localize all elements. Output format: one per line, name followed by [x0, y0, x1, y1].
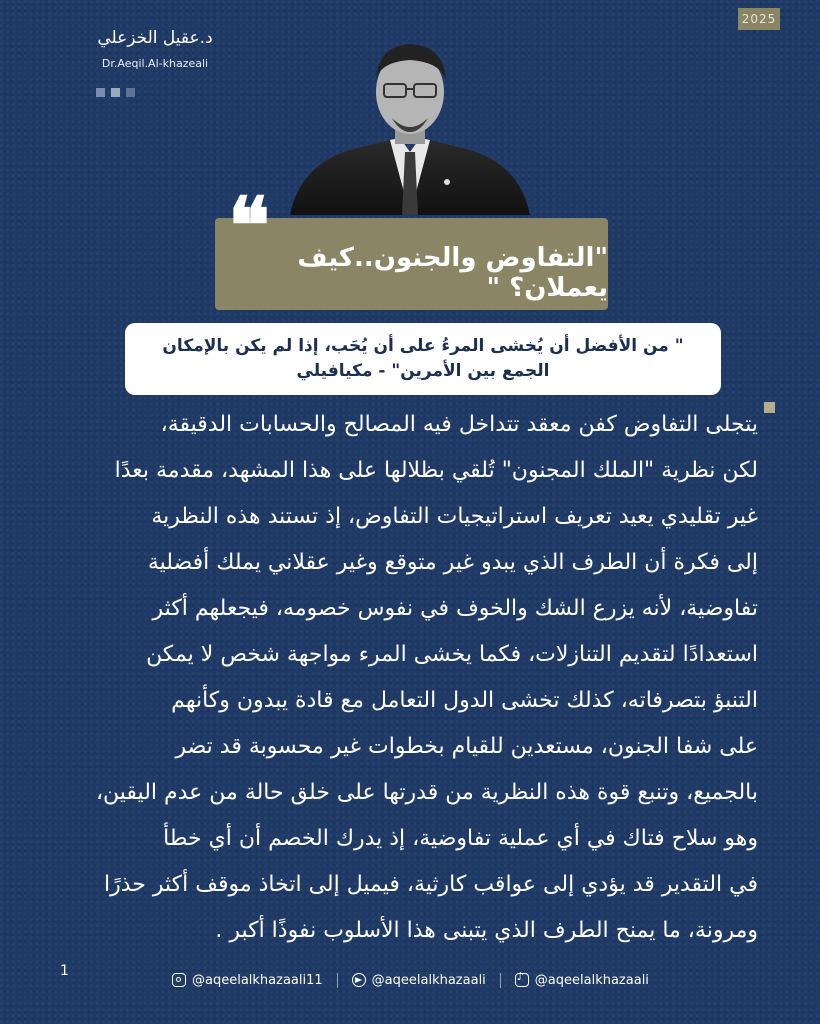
social-handle: @aqeelalkhazaali — [371, 972, 486, 988]
body-line: بالجميع، وتنبع قوة هذه النظرية من قدرتها على خلق حالة من عدم اليقين، — [95, 780, 758, 805]
body-line: في التقدير قد يؤدي إلى عواقب كارثية، فيميل إلى اتخاذ موقف أكثر حذرًا — [103, 872, 758, 897]
portrait-image — [280, 40, 540, 215]
body-line: على شفا الجنون، مستعدين للقيام بخطوات غير محسوبة قد تضر — [175, 734, 758, 759]
paragraph-bullet-icon — [764, 402, 775, 413]
body-line: يتجلى التفاوض كفن معقد تتداخل فيه المصالح والحسابات الدقيقة، — [160, 412, 758, 437]
quote-line-1: " من الأفضل أن يُخشى المرءُ على أن يُحَب، إذا لم يكن بالإمكان — [162, 336, 684, 357]
page-number: 1 — [60, 963, 69, 979]
dot — [96, 88, 105, 97]
quote-icon: ❝ — [228, 181, 270, 272]
quote-line-2: الجمع بين الأمرين" - مكيافيلي — [296, 361, 550, 381]
social-link-tiktok[interactable] — [500, 973, 663, 988]
quote-box — [125, 323, 721, 395]
body-line: استعدادًا لتقديم التنازلات، فكما يخشى المرء مواجهة شخص لا يمكن — [146, 642, 758, 667]
article-title: "التفاوض والجنون..كيف يعملان؟ " — [297, 243, 608, 303]
body-line: وهو سلاح فتاك في أي عملية تفاوضية، إذ يدرك الخصم أن أي خطأ — [163, 826, 758, 851]
author-name-arabic: د.عقيل الخزعلي — [97, 28, 213, 48]
decorative-dots — [96, 88, 135, 97]
social-link-instagram[interactable] — [158, 973, 337, 988]
dot — [111, 88, 120, 97]
dot — [126, 88, 135, 97]
body-line: ومرونة، ما يمنح الطرف الذي يتبنى هذا الأسلوب نفوذًا أكبر . — [215, 918, 758, 943]
social-link-telegram[interactable] — [337, 973, 500, 988]
body-line: تفاوضية، لأنه يزرع الشك والخوف في نفوس خصومه، فيجعلهم أكثر — [152, 596, 758, 621]
social-handle: @aqeelalkhazaali11 — [192, 972, 323, 988]
body-line: التنبؤ بتصرفاته، كذلك تخشى الدول التعامل مع قادة يبدون وكأنهم — [171, 688, 758, 713]
tiktok-icon — [515, 973, 529, 987]
instagram-icon — [172, 973, 186, 987]
social-handle: @aqeelalkhazaali — [534, 972, 649, 988]
body-line: غير تقليدي يعيد تعريف استراتيجيات التفاوض، إذ تستند هذه النظرية — [151, 504, 758, 529]
author-portrait — [280, 40, 540, 215]
social-links — [158, 960, 678, 1000]
body-line: لكن نظرية "الملك المجنون" تُلقي بظلالها على هذا المشهد، مقدمة بعدًا — [114, 458, 758, 483]
telegram-icon — [352, 973, 366, 987]
body-line: إلى فكرة أن الطرف الذي يبدو غير متوقع وغير عقلاني يملك أفضلية — [147, 550, 758, 575]
title-banner — [215, 218, 608, 310]
year-badge: 2025 — [738, 8, 780, 30]
article-body — [42, 402, 758, 954]
author-name-english: Dr.Aeqil.Al-khazeali — [101, 57, 209, 70]
